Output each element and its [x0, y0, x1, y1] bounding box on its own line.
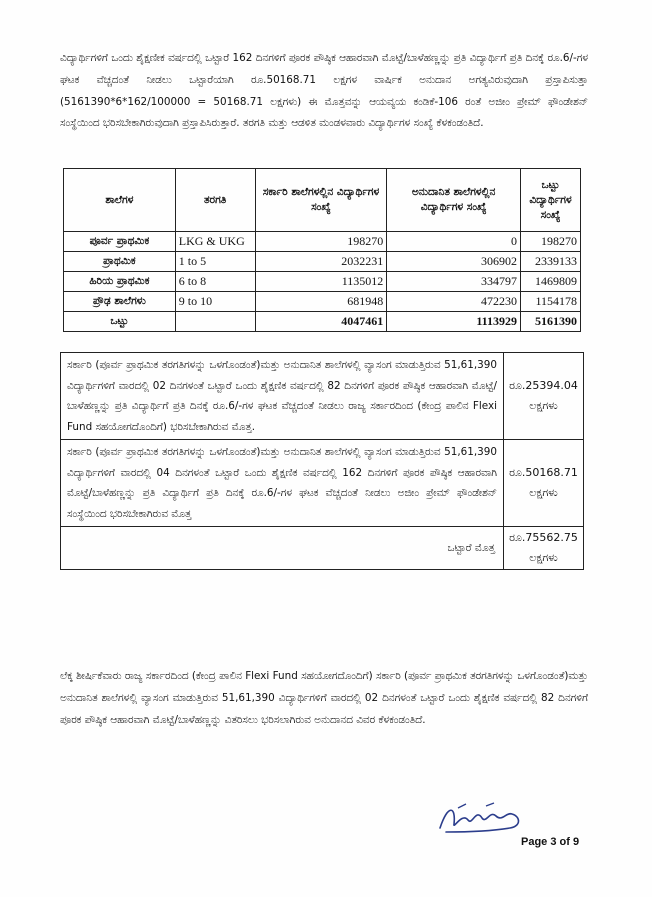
- total-cell: 1154178: [521, 292, 581, 312]
- funding-total-unit: ಲಕ್ಷಗಳು: [529, 551, 558, 564]
- funding-total-row: [61, 527, 584, 570]
- header-school: ಶಾಲೆಗಳ: [64, 169, 176, 232]
- class-cell: 9 to 10: [175, 292, 255, 312]
- school-cell: ಹಿರಿಯ ಪ್ರಾಥಮಿಕ: [64, 272, 176, 292]
- class-cell: 6 to 8: [175, 272, 255, 292]
- school-cell: ಪ್ರೌಢ ಶಾಲೆಗಳು: [64, 292, 176, 312]
- header-aided: ಅನುದಾನಿತ ಶಾಲೆಗಳಲ್ಲಿನ ವಿದ್ಯಾರ್ಥಿಗಳ ಸಂಖ್ಯೆ: [387, 169, 521, 232]
- grand-total: 5161390: [521, 312, 581, 332]
- aided-cell: 334797: [387, 272, 521, 292]
- govt-cell: 2032231: [255, 252, 387, 272]
- funding-description: ಸರ್ಕಾರಿ (ಪೂರ್ವ ಪ್ರಾಥಮಿಕ ತರಗತಿಗಳನ್ನು ಒಳಗೊಂಡಂತೆ)ಮತ್ತು ಅನುದಾನಿತ ಶಾಲೆಗಳಲ್ಲಿ ವ್ಯಾಸಂಗ ಮಾಡುತ್ತಿರುವ 51,61,390 ವಿದ್ಯಾರ್ಥಿಗಳಿಗೆ ವಾರದಲ್ಲಿ 02 ದಿನಗಳಂತೆ ಒಟ್ಟಾರೆ ಒಂದು ಶೈಕ್ಷಣಿಕ ವರ್ಷದಲ್ಲಿ 82 ದಿನಗಳಿಗೆ ಪೂರಕ ಪೌಷ್ಠಿಕ ಆಹಾರವಾಗಿ ಮೊಟ್ಟೆ/ಬಾಳೆಹಣ್ಣನ್ನು ಪ್ರತಿ ವಿದ್ಯಾರ್ಥಿಗೆ ಪ್ರತಿ ದಿನಕ್ಕೆ ರೂ.6/-ಗಳ ಘಟಕ ವೆಚ್ಚದಂತೆ ನೀಡಲು ರಾಜ್ಯ ಸರ್ಕಾರದಿಂದ (ಕೇಂದ್ರ ಪಾಲಿನ Flexi Fund ಸಹಯೋಗದೊಂದಿಗೆ) ಭರಿಸಬೇಕಾಗಿರುವ ಮೊತ್ತ.: [61, 353, 504, 440]
- intro-paragraph: ವಿದ್ಯಾರ್ಥಿಗಳಿಗೆ ಒಂದು ಶೈಕ್ಷಣೀಕ ವರ್ಷದಲ್ಲಿ ಒಟ್ಟಾರೆ 162 ದಿನಗಳಿಗೆ ಪೂರಕ ಪೌಷ್ಠಿಕ ಆಹಾರವಾಗಿ ಮೊಟ್ಟೆ/ಬಾಳೆಹಣ್ಣನ್ನು ಪ್ರತಿ ವಿದ್ಯಾರ್ಥಿಗೆ ಪ್ರತಿ ದಿನಕ್ಕೆ ರೂ.6/-ಗಳ ಘಟಕ ವೆಚ್ಚದಂತೆ ನೀಡಲು ಒಟ್ಟಾರೆಯಾಗಿ ರೂ.50168.71 ಲಕ್ಷಗಳ ವಾರ್ಷಿಕ ಅನುದಾನ ಅಗತ್ಯವಿರುವುದಾಗಿ ಪ್ರಸ್ತಾಪಿಸುತ್ತಾ (5161390*6*162/100000 = 50168.71 ಲಕ್ಷಗಳು) ಈ ಮೊತ್ತವನ್ನು ಆಯವ್ಯಯ ಕಂಡಿಕೆ-106 ರಂತೆ ಅಜೀಂ ಪ್ರೇಮ್ ಫೌಂಡೇಶನ್ ಸಂಸ್ಥೆಯಿಂದ ಭರಿಸಬೇಕಾಗಿರುವುದಾಗಿ ಪ್ರಸ್ತಾಪಿಸಿರುತ್ತಾರೆ. ತರಗತಿ ಮತ್ತು ಆಡಳಿತ ಮಂಡಳವಾರು ವಿದ್ಯಾರ್ಥಿಗಳ ಸಂಖ್ಯೆ ಕೆಳಕಂಡಂತಿದೆ.: [60, 52, 588, 130]
- total-cell: 1469809: [521, 272, 581, 292]
- class-cell: 1 to 5: [175, 252, 255, 272]
- signature-icon: [436, 798, 526, 838]
- total-cell: 2339133: [521, 252, 581, 272]
- aided-total: 1113929: [387, 312, 521, 332]
- funding-amount: ರೂ.50168.71: [509, 466, 578, 479]
- funding-unit: ಲಕ್ಷಗಳು: [529, 486, 558, 499]
- table-total-row: [64, 312, 581, 332]
- govt-cell: 1135012: [255, 272, 387, 292]
- aided-cell: 472230: [387, 292, 521, 312]
- funding-total-cell: [504, 527, 584, 570]
- header-class: ತರಗತಿ: [175, 169, 255, 232]
- table-row: [64, 272, 581, 292]
- table-header-row: [64, 169, 581, 232]
- total-label: ಒಟ್ಟು: [64, 312, 176, 332]
- table-row: [64, 232, 581, 252]
- funding-table: [60, 352, 584, 570]
- table-row: [64, 252, 581, 272]
- page-number: Page 3 of 9: [521, 836, 580, 848]
- school-cell: ಪ್ರಾಥಮಿಕ: [64, 252, 176, 272]
- header-govt: ಸರ್ಕಾರಿ ಶಾಲೆಗಳಲ್ಲಿನ ವಿದ್ಯಾರ್ಥಿಗಳ ಸಂಖ್ಯೆ: [255, 169, 387, 232]
- funding-description: ಸರ್ಕಾರಿ (ಪೂರ್ವ ಪ್ರಾಥಮಿಕ ತರಗತಿಗಳನ್ನು ಒಳಗೊಂಡಂತೆ)ಮತ್ತು ಅನುದಾನಿತ ಶಾಲೆಗಳಲ್ಲಿ ವ್ಯಾಸಂಗ ಮಾಡುತ್ತಿರುವ 51,61,390 ವಿದ್ಯಾರ್ಥಿಗಳಿಗೆ ವಾರದಲ್ಲಿ 04 ದಿನಗಳಂತೆ ಒಟ್ಟಾರೆ ಒಂದು ಶೈಕ್ಷಣಿಕ ವರ್ಷದಲ್ಲಿ 162 ದಿನಗಳಿಗೆ ಪೂರಕ ಪೌಷ್ಠಿಕ ಆಹಾರವಾಗಿ ಮೊಟ್ಟೆ/ಬಾಳೆಹಣ್ಣನ್ನು ಪ್ರತಿ ವಿದ್ಯಾರ್ಥಿಗೆ ಪ್ರತಿ ದಿನಕ್ಕೆ ರೂ.6/-ಗಳ ಘಟಕ ವೆಚ್ಚದಂತೆ ನೀಡಲು ಅಜೀಂ ಪ್ರೇಮ್ ಫೌಂಡೇಶನ್ ಸಂಸ್ಥೆಯಿಂದ ಭರಿಸಬೇಕಾಗಿರುವ ಮೊತ್ತ: [61, 440, 504, 527]
- govt-total: 4047461: [255, 312, 387, 332]
- funding-amount-cell: [504, 440, 584, 527]
- funding-total-amount: ರೂ.75562.75: [509, 531, 578, 544]
- funding-row: [61, 440, 584, 527]
- class-cell: LKG & UKG: [175, 232, 255, 252]
- funding-amount-cell: [504, 353, 584, 440]
- funding-unit: ಲಕ್ಷಗಳು: [529, 399, 558, 412]
- funding-amount: ರೂ.25394.04: [509, 379, 578, 392]
- header-total: ಒಟ್ಟು ವಿದ್ಯಾರ್ಥಿಗಳ ಸಂಖ್ಯೆ: [521, 169, 581, 232]
- aided-cell: 306902: [387, 252, 521, 272]
- govt-cell: 681948: [255, 292, 387, 312]
- closing-paragraph: ಲೆಕ್ಕ ಶೀರ್ಷಿಕೆವಾರು ರಾಜ್ಯ ಸರ್ಕಾರದಿಂದ (ಕೇಂದ್ರ ಪಾಲಿನ Flexi Fund ಸಹಯೋಗದೊಂದಿಗೆ) ಸರ್ಕಾರಿ (ಪೂರ್ವ ಪ್ರಾಥಮಿಕ ತರಗತಿಗಳನ್ನು ಒಳಗೊಂಡಂತೆ)ಮತ್ತು ಅನುದಾನಿತ ಶಾಲೆಗಳಲ್ಲಿ ವ್ಯಾಸಂಗ ಮಾಡುತ್ತಿರುವ 51,61,390 ವಿದ್ಯಾರ್ಥಿಗಳಿಗೆ ವಾರದಲ್ಲಿ 02 ದಿನಗಳಂತೆ ಒಟ್ಟಾರೆ ಒಂದು ಶೈಕ್ಷಣಿಕ ವರ್ಷದಲ್ಲಿ 82 ದಿನಗಳಿಗೆ ಪೂರಕ ಪೌಷ್ಠಿಕ ಆಹಾರವಾಗಿ ಮೊಟ್ಟೆ/ಬಾಳೆಹಣ್ಣನ್ನು ವಿತರಿಸಲು ಭರಿಸಲಾಗಿರುವ ಅನುದಾನದ ವಿವರ ಕೆಳಕಂಡಂತಿದೆ.: [60, 670, 588, 726]
- funding-row: [61, 353, 584, 440]
- student-count-table: [63, 168, 581, 332]
- aided-cell: 0: [387, 232, 521, 252]
- school-cell: ಪೂರ್ವ ಪ್ರಾಥಮಿಕ: [64, 232, 176, 252]
- total-cell: 198270: [521, 232, 581, 252]
- govt-cell: 198270: [255, 232, 387, 252]
- table-row: [64, 292, 581, 312]
- empty-cell: [175, 312, 255, 332]
- funding-total-label: ಒಟ್ಟಾರೆ ಮೊತ್ತ: [61, 527, 504, 570]
